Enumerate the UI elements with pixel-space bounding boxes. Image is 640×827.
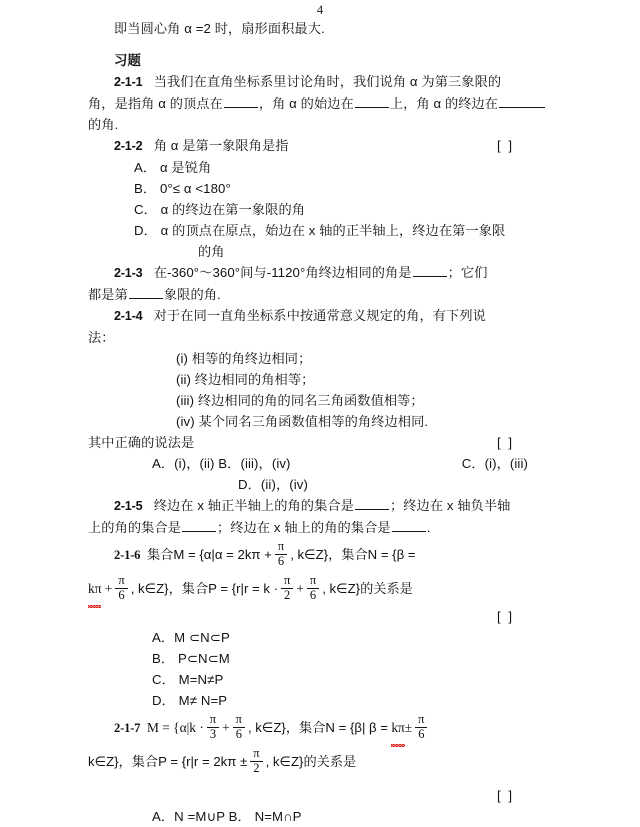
page-number: 4 xyxy=(316,2,324,17)
fraction xyxy=(250,747,262,775)
fraction-numerator: π xyxy=(118,573,125,588)
answer-bracket: [ ] xyxy=(497,609,514,624)
fraction xyxy=(281,574,293,602)
q216-l2-plus2: + xyxy=(296,581,304,596)
fraction-denominator: 6 xyxy=(277,554,285,569)
question-2-1-2-option-d-cont: 的角 xyxy=(198,244,225,259)
fraction xyxy=(415,713,427,741)
q215-a2: ；终边在 x 轴负半轴 xyxy=(389,498,511,513)
q214-options-row1 xyxy=(88,453,552,474)
q214-statement-i: (i) 相等的角终边相同； xyxy=(176,351,312,366)
question-2-1-3-line1 xyxy=(88,262,552,284)
q216-l1-pre: 集合M = {α|α = 2kπ + xyxy=(147,547,272,562)
question-2-1-7-line2 xyxy=(88,745,552,779)
question-2-1-1-text-a: 当我们在直角坐标系里讨论角时，我们说角 α 为第三象限的 xyxy=(153,74,502,89)
fraction-denominator: 2 xyxy=(253,761,260,776)
question-number-2-1-6: 2-1-6 xyxy=(114,548,141,562)
q216-l2-mid: , k∈Z}，集合P = {r|r = k · xyxy=(130,581,279,596)
question-2-1-1-line3: 的角. xyxy=(88,117,119,132)
question-number-2-1-2: 2-1-2 xyxy=(114,139,143,153)
q214-prompt: 其中正确的说法是 xyxy=(88,435,195,450)
question-2-1-2-stem xyxy=(88,135,552,157)
question-2-1-5-line1 xyxy=(88,495,552,517)
q217-l2-post: , k∈Z}的关系是 xyxy=(265,754,357,769)
question-number-2-1-1: 2-1-1 xyxy=(114,75,143,89)
q215-b1: 上的角的集合是 xyxy=(88,520,182,535)
q216-option-d: D． M≠ N=P xyxy=(152,693,228,708)
question-number-2-1-7: 2-1-7 xyxy=(114,721,141,735)
q213-b1: 都是第 xyxy=(88,287,128,302)
q215-b3: . xyxy=(426,520,431,535)
fraction-numerator: π xyxy=(418,712,425,727)
q217-l1-plus: + xyxy=(222,720,230,735)
question-2-1-1-line1 xyxy=(88,71,552,93)
fraction-denominator: 2 xyxy=(284,588,291,603)
q215-b2: ；终边在 x 轴上的角的集合是 xyxy=(217,520,391,535)
q213-a2: ；它们 xyxy=(447,265,488,280)
question-2-1-5-line2 xyxy=(88,517,552,538)
fill-blank xyxy=(182,519,216,532)
q212-stem-text: 角 α 是第一象限角是指 xyxy=(153,138,289,153)
question-2-1-6-line2 xyxy=(88,572,552,606)
fraction-numerator: π xyxy=(309,573,317,588)
question-2-1-6-line1 xyxy=(88,538,552,572)
q216-option-a: A．M ⊂N⊂P xyxy=(152,630,230,645)
question-2-1-2-option-b: B． 0°≤ α <180° xyxy=(134,181,231,196)
q217-l1-mid: , k∈Z}，集合N = {β| β = xyxy=(247,720,388,735)
q217-bracket-row xyxy=(88,785,552,806)
q216-option-c: C． M=N≠P xyxy=(152,672,224,687)
q214-prompt-row xyxy=(88,432,552,453)
q217-l1-pre: M = {α|k · xyxy=(147,720,204,735)
fill-blank xyxy=(355,497,389,510)
fraction xyxy=(115,574,127,602)
q216-bracket-row xyxy=(88,606,552,627)
q216-l2-plus: + xyxy=(104,581,113,596)
fill-blank xyxy=(392,519,426,532)
q215-a1: 终边在 x 轴正半轴上的角的集合是 xyxy=(153,498,354,513)
fraction-numerator: π xyxy=(209,712,217,727)
fill-blank xyxy=(413,264,447,277)
spellcheck-kpi xyxy=(88,572,101,606)
q214-text-a: 对于在同一直角坐标系中按通常意义规定的角，有下列说 xyxy=(153,308,486,323)
fraction-numerator: π xyxy=(284,573,291,588)
q214-statement-ii: (ii) 终边相同的角相等； xyxy=(176,372,315,387)
q217-l1-pm: ± xyxy=(404,720,413,735)
question-2-1-3-line2 xyxy=(88,284,552,305)
answer-bracket: [ ] xyxy=(497,788,514,803)
fraction-denominator: 6 xyxy=(418,727,425,742)
q217-l2-pre: k∈Z}，集合P = {r|r = 2kπ ± xyxy=(88,754,248,769)
q216-l2-tail: , k∈Z}的关系是 xyxy=(322,581,413,596)
q214-options-left: A．(i)，(ii) B．(iii)，(iv) xyxy=(152,456,291,471)
q216-option-b: B． P⊂N⊂M xyxy=(152,651,230,666)
spellcheck-kpi xyxy=(391,711,404,745)
question-number-2-1-5: 2-1-5 xyxy=(114,499,143,513)
fraction-denominator: 3 xyxy=(209,727,217,742)
q213-a1: 在-360°～360°间与-1120°角终边相同的角是 xyxy=(153,265,412,280)
q211-b1: 角，是指角 α 的顶点在 xyxy=(88,96,223,111)
section-heading: 习题 xyxy=(114,53,141,68)
question-2-1-2-option-a: A． α 是锐角 xyxy=(134,160,212,175)
q214-options-right: C．(i)，(iii) xyxy=(461,456,528,471)
fill-blank xyxy=(499,95,545,108)
question-2-1-4-line1 xyxy=(88,305,552,327)
fraction xyxy=(275,540,287,568)
answer-bracket: [ ] xyxy=(497,435,514,450)
document-body xyxy=(88,18,552,827)
q217-l1-spell: kπ xyxy=(391,720,405,735)
q211-b2: ，角 α 的始边在 xyxy=(258,96,354,111)
fraction xyxy=(233,713,245,741)
fill-blank xyxy=(355,95,389,108)
q216-l2-lead: kπ xyxy=(88,581,102,596)
question-number-2-1-3: 2-1-3 xyxy=(114,266,143,280)
fraction-denominator: 6 xyxy=(118,588,125,603)
question-2-1-2-option-d: D． α 的顶点在原点，始边在 x 轴的正半轴上，终边在第一象限 xyxy=(134,223,506,238)
question-2-1-2-option-c: C． α 的终边在第一象限的角 xyxy=(134,202,306,217)
q216-l1-post: , k∈Z}，集合N = {β = xyxy=(290,547,416,562)
answer-bracket: [ ] xyxy=(497,138,514,153)
q214-statement-iv: (iv) 某个同名三角函数值相等的角终边相同. xyxy=(176,414,429,429)
q213-b2: 象限的角. xyxy=(163,287,221,302)
fill-blank xyxy=(224,95,258,108)
question-2-1-7-line1 xyxy=(88,711,552,745)
fraction xyxy=(307,574,319,602)
fraction-numerator: π xyxy=(277,539,285,554)
q217-options-row: A．N =M∪P B． N=M∩P xyxy=(152,809,302,824)
fraction-numerator: π xyxy=(235,712,242,727)
question-number-2-1-4: 2-1-4 xyxy=(114,309,143,323)
question-2-1-4-line2: 法： xyxy=(88,330,115,345)
q214-options-row2: D．(ii)，(iv) xyxy=(238,477,308,492)
q214-statement-iii: (iii) 终边相同的角的同名三角函数值相等； xyxy=(176,393,424,408)
question-2-1-1-line2 xyxy=(88,93,552,114)
intro-line: 即当圆心角 α =2 时，扇形面积最大. xyxy=(114,21,325,36)
fraction-denominator: 6 xyxy=(235,727,242,742)
fill-blank xyxy=(129,286,163,299)
fraction-denominator: 6 xyxy=(309,588,317,603)
fraction-numerator: π xyxy=(253,746,260,761)
q211-b3: 上，角 α 的终边在 xyxy=(389,96,499,111)
fraction xyxy=(207,713,219,741)
